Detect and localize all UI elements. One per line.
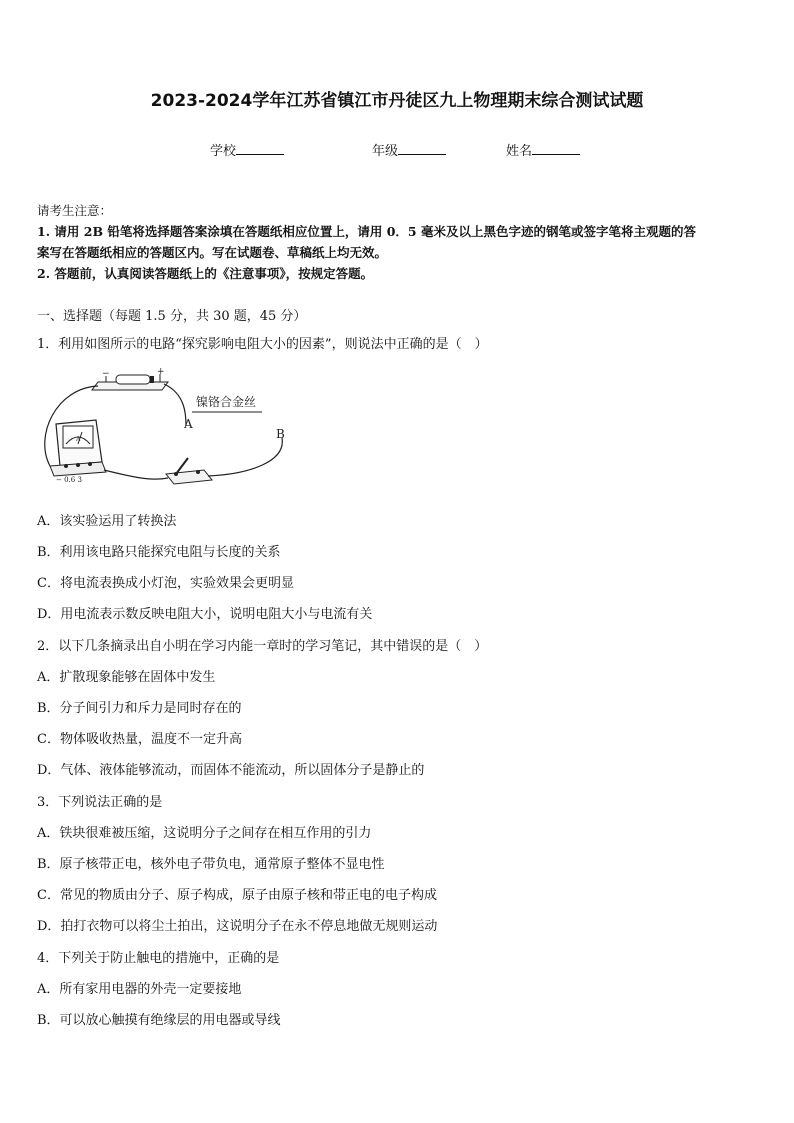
q1-option-b: B．利用该电路只能探究电阻与长度的关系 xyxy=(37,545,281,560)
grade-label: 年级 xyxy=(372,144,399,159)
q3-option-c: C．常见的物质由分子、原子构成，原子由原子核和带正电的电子构成 xyxy=(37,888,437,903)
svg-text:− 0.6 3: − 0.6 3 xyxy=(56,476,82,484)
q2-option-c: C．物体吸收热量，温度不一定升高 xyxy=(37,732,242,747)
q2-option-a: A．扩散现象能够在固体中发生 xyxy=(37,670,216,685)
notice-heading: 请考生注意： xyxy=(37,203,113,218)
q4-option-b: B．可以放心触摸有绝缘层的用电器或导线 xyxy=(37,1013,281,1028)
q1-option-d: D．用电流表示数反映电阻大小，说明电阻大小与电流有关 xyxy=(37,607,373,622)
point-b-label: B xyxy=(276,427,285,441)
notice-item-1a: 1. 请用 2B 铅笔将选择题答案涂填在答题纸相应位置上，请用 0．5 毫米及以上黑色字迹的钢笔或签字笔将主观题的答 xyxy=(37,224,696,239)
q3-option-b: B．原子核带正电，核外电子带负电，通常原子整体不显电性 xyxy=(37,857,385,872)
school-label: 学校 xyxy=(210,144,237,159)
q2-option-b: B．分子间引力和斥力是同时存在的 xyxy=(37,701,242,716)
name-label: 姓名 xyxy=(506,144,533,159)
wire-label: 镍铬合金丝 xyxy=(196,395,257,409)
svg-text:−: − xyxy=(102,369,110,379)
q4-option-a: A．所有家用电器的外壳一定要接地 xyxy=(37,982,242,997)
question-1-stem: 1．利用如图所示的电路“探究影响电阻大小的因素”，则说法中正确的是（ ） xyxy=(37,337,488,352)
q3-option-a: A．铁块很难被压缩，这说明分子之间存在相互作用的引力 xyxy=(37,826,372,841)
question-2-stem: 2．以下几条摘录出自小明在学习内能一章时的学习笔记，其中错误的是（ ） xyxy=(37,639,488,654)
q3-option-d: D．拍打衣物可以将尘土拍出，这说明分子在永不停息地做无规则运动 xyxy=(37,919,438,934)
notice-item-1b: 案写在答题纸相应的答题区内。写在试题卷、草稿纸上均无效。 xyxy=(37,245,388,260)
circuit-figure xyxy=(36,366,306,496)
q2-option-d: D．气体、液体能够流动，而固体不能流动，所以固体分子是静止的 xyxy=(37,763,425,778)
switch-icon xyxy=(166,458,212,484)
school-field xyxy=(210,140,284,159)
grade-field xyxy=(372,140,446,159)
school-blank xyxy=(236,142,284,155)
question-4-stem: 4．下列关于防止触电的措施中，正确的是 xyxy=(37,951,280,966)
page-title: 2023-2024学年江苏省镇江市丹徒区九上物理期末综合测试试题 xyxy=(150,91,644,111)
grade-blank xyxy=(398,142,446,155)
notice-block xyxy=(37,200,762,284)
ammeter-icon xyxy=(50,420,106,484)
q1-option-c: C．将电流表换成小灯泡，实验效果会更明显 xyxy=(37,576,294,591)
name-field xyxy=(506,140,580,159)
svg-text:+: + xyxy=(157,367,165,377)
notice-item-2: 2. 答题前，认真阅读答题纸上的《注意事项》，按规定答题。 xyxy=(37,266,374,281)
section-heading: 一、选择题（每题 1.5 分，共 30 题，45 分） xyxy=(37,309,307,324)
q1-option-a: A．该实验运用了转换法 xyxy=(37,514,177,529)
name-blank xyxy=(532,142,580,155)
question-3-stem: 3．下列说法正确的是 xyxy=(37,795,163,810)
svg-text:A: A xyxy=(76,436,81,443)
battery-icon xyxy=(92,367,168,390)
point-a-label: A xyxy=(184,417,193,431)
